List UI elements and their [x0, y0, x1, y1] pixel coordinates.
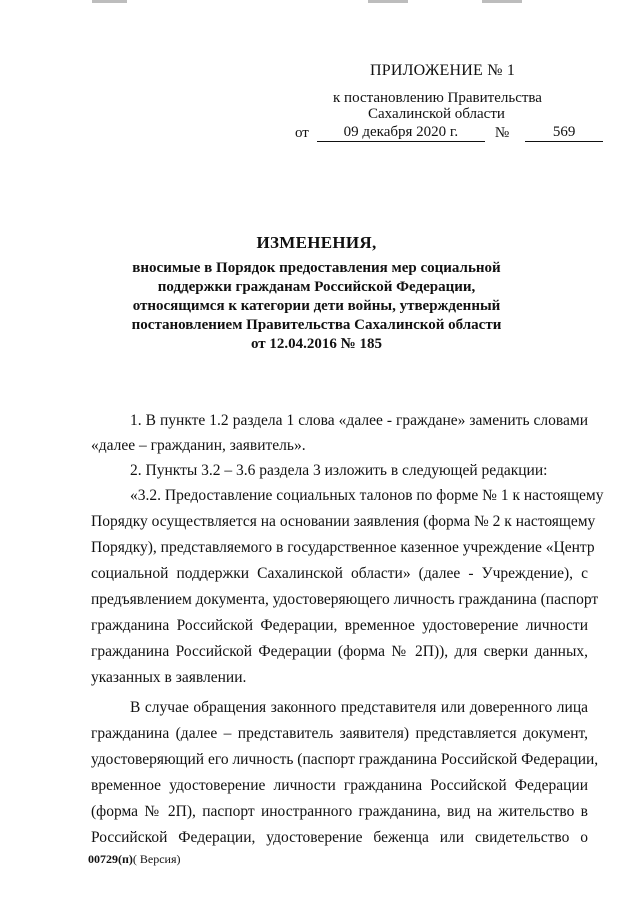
paragraph-line: гражданина (далее – представитель заявителя) представляется документ,	[91, 724, 588, 742]
item-1-line1: 1. В пункте 1.2 раздела 1 слова «далее - граждане» заменить словами	[130, 411, 588, 429]
paragraph-line: временное удостоверение личности гражданина Российской Федерации	[91, 776, 588, 794]
paragraph-line: социальной поддержки Сахалинской области» (далее - Учреждение), с	[91, 564, 588, 582]
scan-artifact	[482, 0, 522, 3]
decree-number: 569	[525, 124, 603, 142]
paragraph-line: В случае обращения законного представителя или доверенного лица	[130, 698, 588, 716]
heading-line: от 12.04.2016 № 185	[251, 336, 382, 352]
item-2: 2. Пункты 3.2 – 3.6 раздела 3 изложить в следующей редакции:	[130, 461, 548, 479]
appendix-subtitle-line2: Сахалинской области	[368, 106, 505, 122]
footer-version: ( Версия)	[132, 852, 181, 866]
item-1-line2: «далее – гражданин, заявитель».	[91, 436, 306, 454]
document-footer	[88, 852, 181, 867]
heading-line: постановлением Правительства Сахалинской области	[131, 317, 502, 333]
scan-artifact	[368, 0, 408, 3]
paragraph-line: Порядку осуществляется на основании заявления (форма № 2 к настоящему	[91, 512, 596, 530]
heading-line: относящимся к категории дети войны, утвержденный	[132, 298, 501, 314]
decree-date: 09 декабря 2020 г.	[317, 124, 485, 142]
paragraph-line: Российской Федерации, удостоверение беженца или свидетельство о	[91, 828, 588, 846]
paragraph-line: гражданина Российской Федерации, временное удостоверение личности	[91, 616, 588, 634]
paragraph-line: удостоверяющий его личность (паспорт гражданина Российской Федерации,	[91, 750, 599, 768]
heading-line: вносимые в Порядок предоставления мер социальной	[132, 260, 501, 276]
number-label: №	[494, 125, 510, 141]
paragraph-line: указанных в заявлении.	[91, 668, 247, 686]
heading-line: поддержки гражданам Российской Федерации,	[157, 279, 476, 295]
scan-artifact	[92, 0, 127, 3]
paragraph-line: «3.2. Предоставление социальных талонов по форме № 1 к настоящему	[130, 486, 604, 504]
paragraph-line: (форма № 2П), паспорт иностранного гражданина, вид на жительство в	[91, 802, 588, 820]
from-label: от	[295, 125, 309, 141]
paragraph-line: Порядку), представляемого в государственное казенное учреждение «Центр	[91, 538, 595, 556]
paragraph-line: предъявлением документа, удостоверяющего личность гражданина (паспорт	[91, 590, 599, 608]
paragraph-line: гражданина Российской Федерации (форма № 2П)), для сверки данных,	[91, 642, 588, 660]
decree-date-row	[295, 124, 603, 142]
document-heading: ИЗМЕНЕНИЯ,	[256, 233, 377, 252]
appendix-title: ПРИЛОЖЕНИЕ № 1	[370, 62, 516, 79]
appendix-subtitle-line1: к постановлению Правительства	[333, 90, 542, 106]
footer-code: 00729(п)	[88, 852, 133, 866]
